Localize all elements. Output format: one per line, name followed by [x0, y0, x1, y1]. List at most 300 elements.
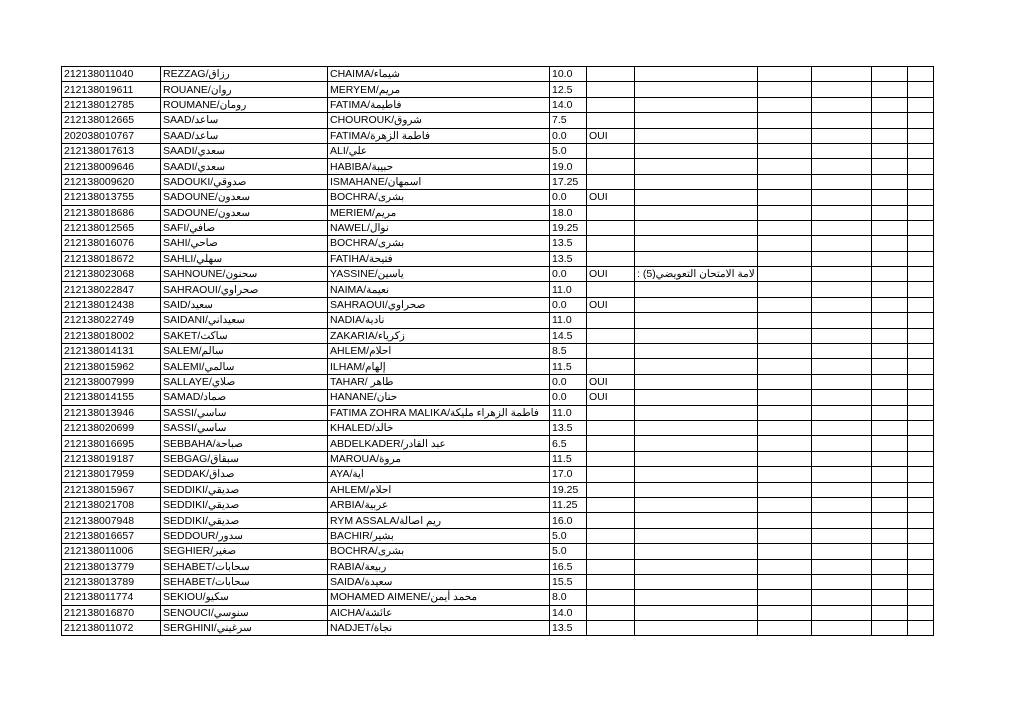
empty-cell — [907, 544, 933, 559]
empty-cell — [871, 67, 907, 82]
student-id-cell: 212138014131 — [62, 344, 161, 359]
student-id-cell: 212138011040 — [62, 67, 161, 82]
table-row — [62, 190, 934, 205]
last-name-cell: SAFI/صافي — [161, 220, 328, 235]
note-cell — [635, 143, 758, 158]
empty-cell — [757, 267, 811, 282]
last-name-cell: SADOUKI/صدوقي — [161, 174, 328, 189]
empty-cell — [871, 220, 907, 235]
last-name-cell: SAADI/سعدي — [161, 159, 328, 174]
empty-cell — [907, 359, 933, 374]
empty-cell — [871, 574, 907, 589]
empty-cell — [811, 344, 871, 359]
empty-cell — [907, 236, 933, 251]
first-name-cell: ZAKARIA/زكرياء — [328, 328, 550, 343]
table-row — [62, 621, 934, 636]
note-cell — [635, 359, 758, 374]
first-name-cell: NADIA/نادية — [328, 313, 550, 328]
table-row — [62, 390, 934, 405]
absence-flag-cell: OUI — [587, 267, 635, 282]
empty-cell — [757, 297, 811, 312]
absence-flag-cell — [587, 313, 635, 328]
empty-cell — [811, 451, 871, 466]
first-name-cell: MERYEM/مريم — [328, 82, 550, 97]
table-row — [62, 113, 934, 128]
table-row — [62, 544, 934, 559]
last-name-cell: SEDDIKI/صديقي — [161, 482, 328, 497]
empty-cell — [811, 205, 871, 220]
note-cell — [635, 236, 758, 251]
table-row — [62, 143, 934, 158]
last-name-cell: SEBGAG/سبقاق — [161, 451, 328, 466]
last-name-cell: SAIDANI/سعيداني — [161, 313, 328, 328]
empty-cell — [907, 143, 933, 158]
table-row — [62, 82, 934, 97]
note-cell — [635, 482, 758, 497]
empty-cell — [811, 282, 871, 297]
empty-cell — [871, 328, 907, 343]
empty-cell — [871, 436, 907, 451]
note-cell — [635, 344, 758, 359]
empty-cell — [757, 251, 811, 266]
table-row — [62, 436, 934, 451]
empty-cell — [907, 174, 933, 189]
empty-cell — [757, 390, 811, 405]
empty-cell — [871, 605, 907, 620]
score-cell: 8.5 — [550, 344, 587, 359]
score-cell: 16.5 — [550, 559, 587, 574]
empty-cell — [811, 251, 871, 266]
score-cell: 11.5 — [550, 451, 587, 466]
student-id-cell: 212138018672 — [62, 251, 161, 266]
student-id-cell: 212138023068 — [62, 267, 161, 282]
last-name-cell: SASSI/ساسي — [161, 405, 328, 420]
first-name-cell: HANANE/حنان — [328, 390, 550, 405]
last-name-cell: SERGHINI/سرغيني — [161, 621, 328, 636]
score-cell: 11.0 — [550, 282, 587, 297]
empty-cell — [757, 344, 811, 359]
note-cell — [635, 590, 758, 605]
table-row — [62, 374, 934, 389]
score-cell: 19.0 — [550, 159, 587, 174]
student-id-cell: 212138022749 — [62, 313, 161, 328]
last-name-cell: SALEM/سالم — [161, 344, 328, 359]
absence-flag-cell — [587, 113, 635, 128]
empty-cell — [757, 67, 811, 82]
first-name-cell: HABIBA/حبيبة — [328, 159, 550, 174]
first-name-cell: SAHRAOUI/صحراوي — [328, 297, 550, 312]
first-name-cell: ABDELKADER/عبد القادر — [328, 436, 550, 451]
first-name-cell: ILHAM/إلهام — [328, 359, 550, 374]
score-cell: 0.0 — [550, 190, 587, 205]
empty-cell — [871, 344, 907, 359]
table-row — [62, 359, 934, 374]
empty-cell — [907, 528, 933, 543]
table-row — [62, 605, 934, 620]
student-id-cell: 212138012438 — [62, 297, 161, 312]
empty-cell — [871, 97, 907, 112]
empty-cell — [907, 513, 933, 528]
student-id-cell: 212138012565 — [62, 220, 161, 235]
empty-cell — [811, 482, 871, 497]
empty-cell — [811, 174, 871, 189]
empty-cell — [757, 282, 811, 297]
first-name-cell: ALI/علي — [328, 143, 550, 158]
first-name-cell: BACHIR/بشير — [328, 528, 550, 543]
table-row — [62, 482, 934, 497]
absence-flag-cell: OUI — [587, 128, 635, 143]
empty-cell — [757, 159, 811, 174]
table-row — [62, 205, 934, 220]
empty-cell — [757, 467, 811, 482]
table-row — [62, 297, 934, 312]
absence-flag-cell — [587, 544, 635, 559]
student-id-cell: 212138016076 — [62, 236, 161, 251]
empty-cell — [811, 590, 871, 605]
score-cell: 6.5 — [550, 436, 587, 451]
table-row — [62, 574, 934, 589]
empty-cell — [871, 82, 907, 97]
score-cell: 14.5 — [550, 328, 587, 343]
student-id-cell: 212138020699 — [62, 420, 161, 435]
empty-cell — [757, 605, 811, 620]
table-row — [62, 159, 934, 174]
empty-cell — [757, 205, 811, 220]
last-name-cell: SADOUNE/سعدون — [161, 190, 328, 205]
last-name-cell: ROUANE/روان — [161, 82, 328, 97]
student-id-cell: 212138013779 — [62, 559, 161, 574]
first-name-cell: NADJET/نجاة — [328, 621, 550, 636]
empty-cell — [757, 190, 811, 205]
score-cell: 12.5 — [550, 82, 587, 97]
absence-flag-cell — [587, 97, 635, 112]
last-name-cell: SAID/سعيد — [161, 297, 328, 312]
absence-flag-cell: OUI — [587, 190, 635, 205]
last-name-cell: SEBBAHA/صباحة — [161, 436, 328, 451]
table-row — [62, 420, 934, 435]
score-cell: 13.5 — [550, 420, 587, 435]
empty-cell — [871, 405, 907, 420]
table-row — [62, 220, 934, 235]
absence-flag-cell — [587, 82, 635, 97]
empty-cell — [811, 513, 871, 528]
table-row — [62, 513, 934, 528]
student-id-cell: 212138011072 — [62, 621, 161, 636]
first-name-cell: MAROUA/مروة — [328, 451, 550, 466]
score-cell: 13.5 — [550, 236, 587, 251]
absence-flag-cell — [587, 605, 635, 620]
absence-flag-cell — [587, 405, 635, 420]
empty-cell — [907, 82, 933, 97]
last-name-cell: SEHABET/سحابات — [161, 574, 328, 589]
note-cell — [635, 159, 758, 174]
note-cell — [635, 436, 758, 451]
last-name-cell: SEDDIKI/صديقي — [161, 497, 328, 512]
empty-cell — [871, 590, 907, 605]
last-name-cell: SASSI/ساسي — [161, 420, 328, 435]
empty-cell — [811, 328, 871, 343]
last-name-cell: REZZAG/رزاق — [161, 67, 328, 82]
absence-flag-cell — [587, 282, 635, 297]
last-name-cell: SEDDOUR/سدور — [161, 528, 328, 543]
note-cell — [635, 544, 758, 559]
empty-cell — [871, 374, 907, 389]
student-id-cell: 212138015967 — [62, 482, 161, 497]
first-name-cell: AHLEM/احلام — [328, 344, 550, 359]
note-cell — [635, 405, 758, 420]
absence-flag-cell — [587, 528, 635, 543]
last-name-cell: SAHI/صاحي — [161, 236, 328, 251]
empty-cell — [811, 405, 871, 420]
student-id-cell: 212138012665 — [62, 113, 161, 128]
student-id-cell: 212138016695 — [62, 436, 161, 451]
empty-cell — [811, 390, 871, 405]
score-cell: 11.5 — [550, 359, 587, 374]
note-cell — [635, 621, 758, 636]
score-cell: 11.25 — [550, 497, 587, 512]
table-row — [62, 267, 934, 282]
last-name-cell: SAHLI/سهلي — [161, 251, 328, 266]
absence-flag-cell — [587, 143, 635, 158]
note-cell — [635, 374, 758, 389]
score-cell: 5.0 — [550, 544, 587, 559]
empty-cell — [811, 67, 871, 82]
empty-cell — [907, 497, 933, 512]
empty-cell — [811, 82, 871, 97]
score-cell: 19.25 — [550, 482, 587, 497]
empty-cell — [907, 559, 933, 574]
empty-cell — [871, 251, 907, 266]
student-id-cell: 212138007999 — [62, 374, 161, 389]
table-row — [62, 174, 934, 189]
empty-cell — [907, 128, 933, 143]
empty-cell — [811, 544, 871, 559]
table-row — [62, 328, 934, 343]
last-name-cell: SEDDIKI/صديقي — [161, 513, 328, 528]
empty-cell — [811, 97, 871, 112]
absence-flag-cell: OUI — [587, 374, 635, 389]
absence-flag-cell — [587, 344, 635, 359]
empty-cell — [871, 467, 907, 482]
last-name-cell: SAHRAOUI/صحراوي — [161, 282, 328, 297]
absence-flag-cell — [587, 328, 635, 343]
empty-cell — [871, 190, 907, 205]
note-cell — [635, 390, 758, 405]
empty-cell — [757, 359, 811, 374]
absence-flag-cell — [587, 67, 635, 82]
score-cell: 0.0 — [550, 297, 587, 312]
score-cell: 0.0 — [550, 267, 587, 282]
first-name-cell: CHOUROUK/شروق — [328, 113, 550, 128]
table-row — [62, 590, 934, 605]
first-name-cell: FATIMA/فاطمة الزهرة — [328, 128, 550, 143]
last-name-cell: SALEMI/سالمي — [161, 359, 328, 374]
empty-cell — [757, 313, 811, 328]
empty-cell — [907, 205, 933, 220]
student-id-cell: 212138015962 — [62, 359, 161, 374]
empty-cell — [907, 405, 933, 420]
last-name-cell: SAADI/سعدي — [161, 143, 328, 158]
student-id-cell: 212138017959 — [62, 467, 161, 482]
score-cell: 14.0 — [550, 97, 587, 112]
last-name-cell: ROUMANE/رومان — [161, 97, 328, 112]
score-cell: 13.5 — [550, 251, 587, 266]
score-cell: 5.0 — [550, 528, 587, 543]
empty-cell — [907, 344, 933, 359]
absence-flag-cell — [587, 251, 635, 266]
note-cell — [635, 328, 758, 343]
empty-cell — [907, 467, 933, 482]
empty-cell — [811, 436, 871, 451]
empty-cell — [757, 128, 811, 143]
empty-cell — [871, 420, 907, 435]
empty-cell — [871, 297, 907, 312]
note-cell — [635, 451, 758, 466]
empty-cell — [811, 605, 871, 620]
empty-cell — [811, 313, 871, 328]
last-name-cell: SEGHIER/صغير — [161, 544, 328, 559]
empty-cell — [907, 97, 933, 112]
absence-flag-cell — [587, 513, 635, 528]
last-name-cell: SALLAYE/صلاي — [161, 374, 328, 389]
empty-cell — [757, 113, 811, 128]
absence-flag-cell — [587, 174, 635, 189]
first-name-cell: TAHAR/ طاهر — [328, 374, 550, 389]
absence-flag-cell — [587, 467, 635, 482]
empty-cell — [811, 159, 871, 174]
first-name-cell: FATIMA ZOHRA MALIKA/فاطمة الزهراء مليكة — [328, 405, 550, 420]
empty-cell — [907, 420, 933, 435]
student-id-cell: 212138009646 — [62, 159, 161, 174]
empty-cell — [871, 113, 907, 128]
empty-cell — [757, 374, 811, 389]
first-name-cell: KHALED/خالد — [328, 420, 550, 435]
student-id-cell: 212138019611 — [62, 82, 161, 97]
student-id-cell: 212138011774 — [62, 590, 161, 605]
first-name-cell: MOHAMED AIMENE/محمد أيمن — [328, 590, 550, 605]
absence-flag-cell — [587, 590, 635, 605]
empty-cell — [757, 82, 811, 97]
student-id-cell: 212138013946 — [62, 405, 161, 420]
first-name-cell: BOCHRA/بشرى — [328, 544, 550, 559]
first-name-cell: NAIMA/نعيمة — [328, 282, 550, 297]
empty-cell — [871, 267, 907, 282]
student-id-cell: 212138018002 — [62, 328, 161, 343]
empty-cell — [757, 97, 811, 112]
empty-cell — [871, 451, 907, 466]
table-row — [62, 405, 934, 420]
empty-cell — [907, 436, 933, 451]
empty-cell — [907, 590, 933, 605]
empty-cell — [757, 420, 811, 435]
empty-cell — [757, 143, 811, 158]
last-name-cell: SENOUCI/سنوسي — [161, 605, 328, 620]
score-cell: 17.0 — [550, 467, 587, 482]
score-cell: 0.0 — [550, 390, 587, 405]
empty-cell — [811, 359, 871, 374]
absence-flag-cell — [587, 559, 635, 574]
absence-flag-cell — [587, 420, 635, 435]
first-name-cell: RYM ASSALA/ريم اصالة — [328, 513, 550, 528]
empty-cell — [871, 513, 907, 528]
note-cell — [635, 497, 758, 512]
note-cell — [635, 313, 758, 328]
empty-cell — [907, 282, 933, 297]
note-cell — [635, 267, 758, 282]
empty-cell — [757, 236, 811, 251]
note-cell — [635, 574, 758, 589]
empty-cell — [907, 605, 933, 620]
student-id-cell: 212138009620 — [62, 174, 161, 189]
note-cell — [635, 67, 758, 82]
table-body — [62, 67, 934, 636]
last-name-cell: SADOUNE/سعدون — [161, 205, 328, 220]
score-cell: 8.0 — [550, 590, 587, 605]
score-cell: 14.0 — [550, 605, 587, 620]
table-row — [62, 236, 934, 251]
student-id-cell: 212138016870 — [62, 605, 161, 620]
note-cell — [635, 97, 758, 112]
empty-cell — [907, 113, 933, 128]
empty-cell — [871, 559, 907, 574]
empty-cell — [907, 159, 933, 174]
score-cell: 11.0 — [550, 313, 587, 328]
empty-cell — [811, 528, 871, 543]
first-name-cell: NAWEL/نوال — [328, 220, 550, 235]
empty-cell — [757, 621, 811, 636]
note-cell — [635, 513, 758, 528]
empty-cell — [811, 267, 871, 282]
empty-cell — [871, 359, 907, 374]
note-cell — [635, 128, 758, 143]
absence-flag-cell — [587, 159, 635, 174]
empty-cell — [871, 390, 907, 405]
empty-cell — [907, 621, 933, 636]
empty-cell — [907, 574, 933, 589]
empty-cell — [907, 267, 933, 282]
table-row — [62, 451, 934, 466]
student-id-cell: 212138014155 — [62, 390, 161, 405]
note-cell — [635, 220, 758, 235]
student-id-cell: 212138007948 — [62, 513, 161, 528]
note-cell — [635, 82, 758, 97]
empty-cell — [907, 374, 933, 389]
note-cell — [635, 282, 758, 297]
table-row — [62, 282, 934, 297]
score-cell: 16.0 — [550, 513, 587, 528]
empty-cell — [811, 467, 871, 482]
first-name-cell: CHAIMA/شيماء — [328, 67, 550, 82]
empty-cell — [871, 205, 907, 220]
first-name-cell: MERIEM/مريم — [328, 205, 550, 220]
empty-cell — [871, 482, 907, 497]
first-name-cell: AYA/اية — [328, 467, 550, 482]
score-cell: 10.0 — [550, 67, 587, 82]
empty-cell — [871, 544, 907, 559]
score-cell: 13.5 — [550, 621, 587, 636]
student-id-cell: 212138012785 — [62, 97, 161, 112]
table-row — [62, 313, 934, 328]
note-cell — [635, 605, 758, 620]
empty-cell — [757, 559, 811, 574]
note-cell — [635, 528, 758, 543]
empty-cell — [757, 497, 811, 512]
empty-cell — [811, 374, 871, 389]
absence-flag-cell — [587, 205, 635, 220]
last-name-cell: SAAD/ساعد — [161, 128, 328, 143]
student-id-cell: 212138021708 — [62, 497, 161, 512]
empty-cell — [757, 544, 811, 559]
